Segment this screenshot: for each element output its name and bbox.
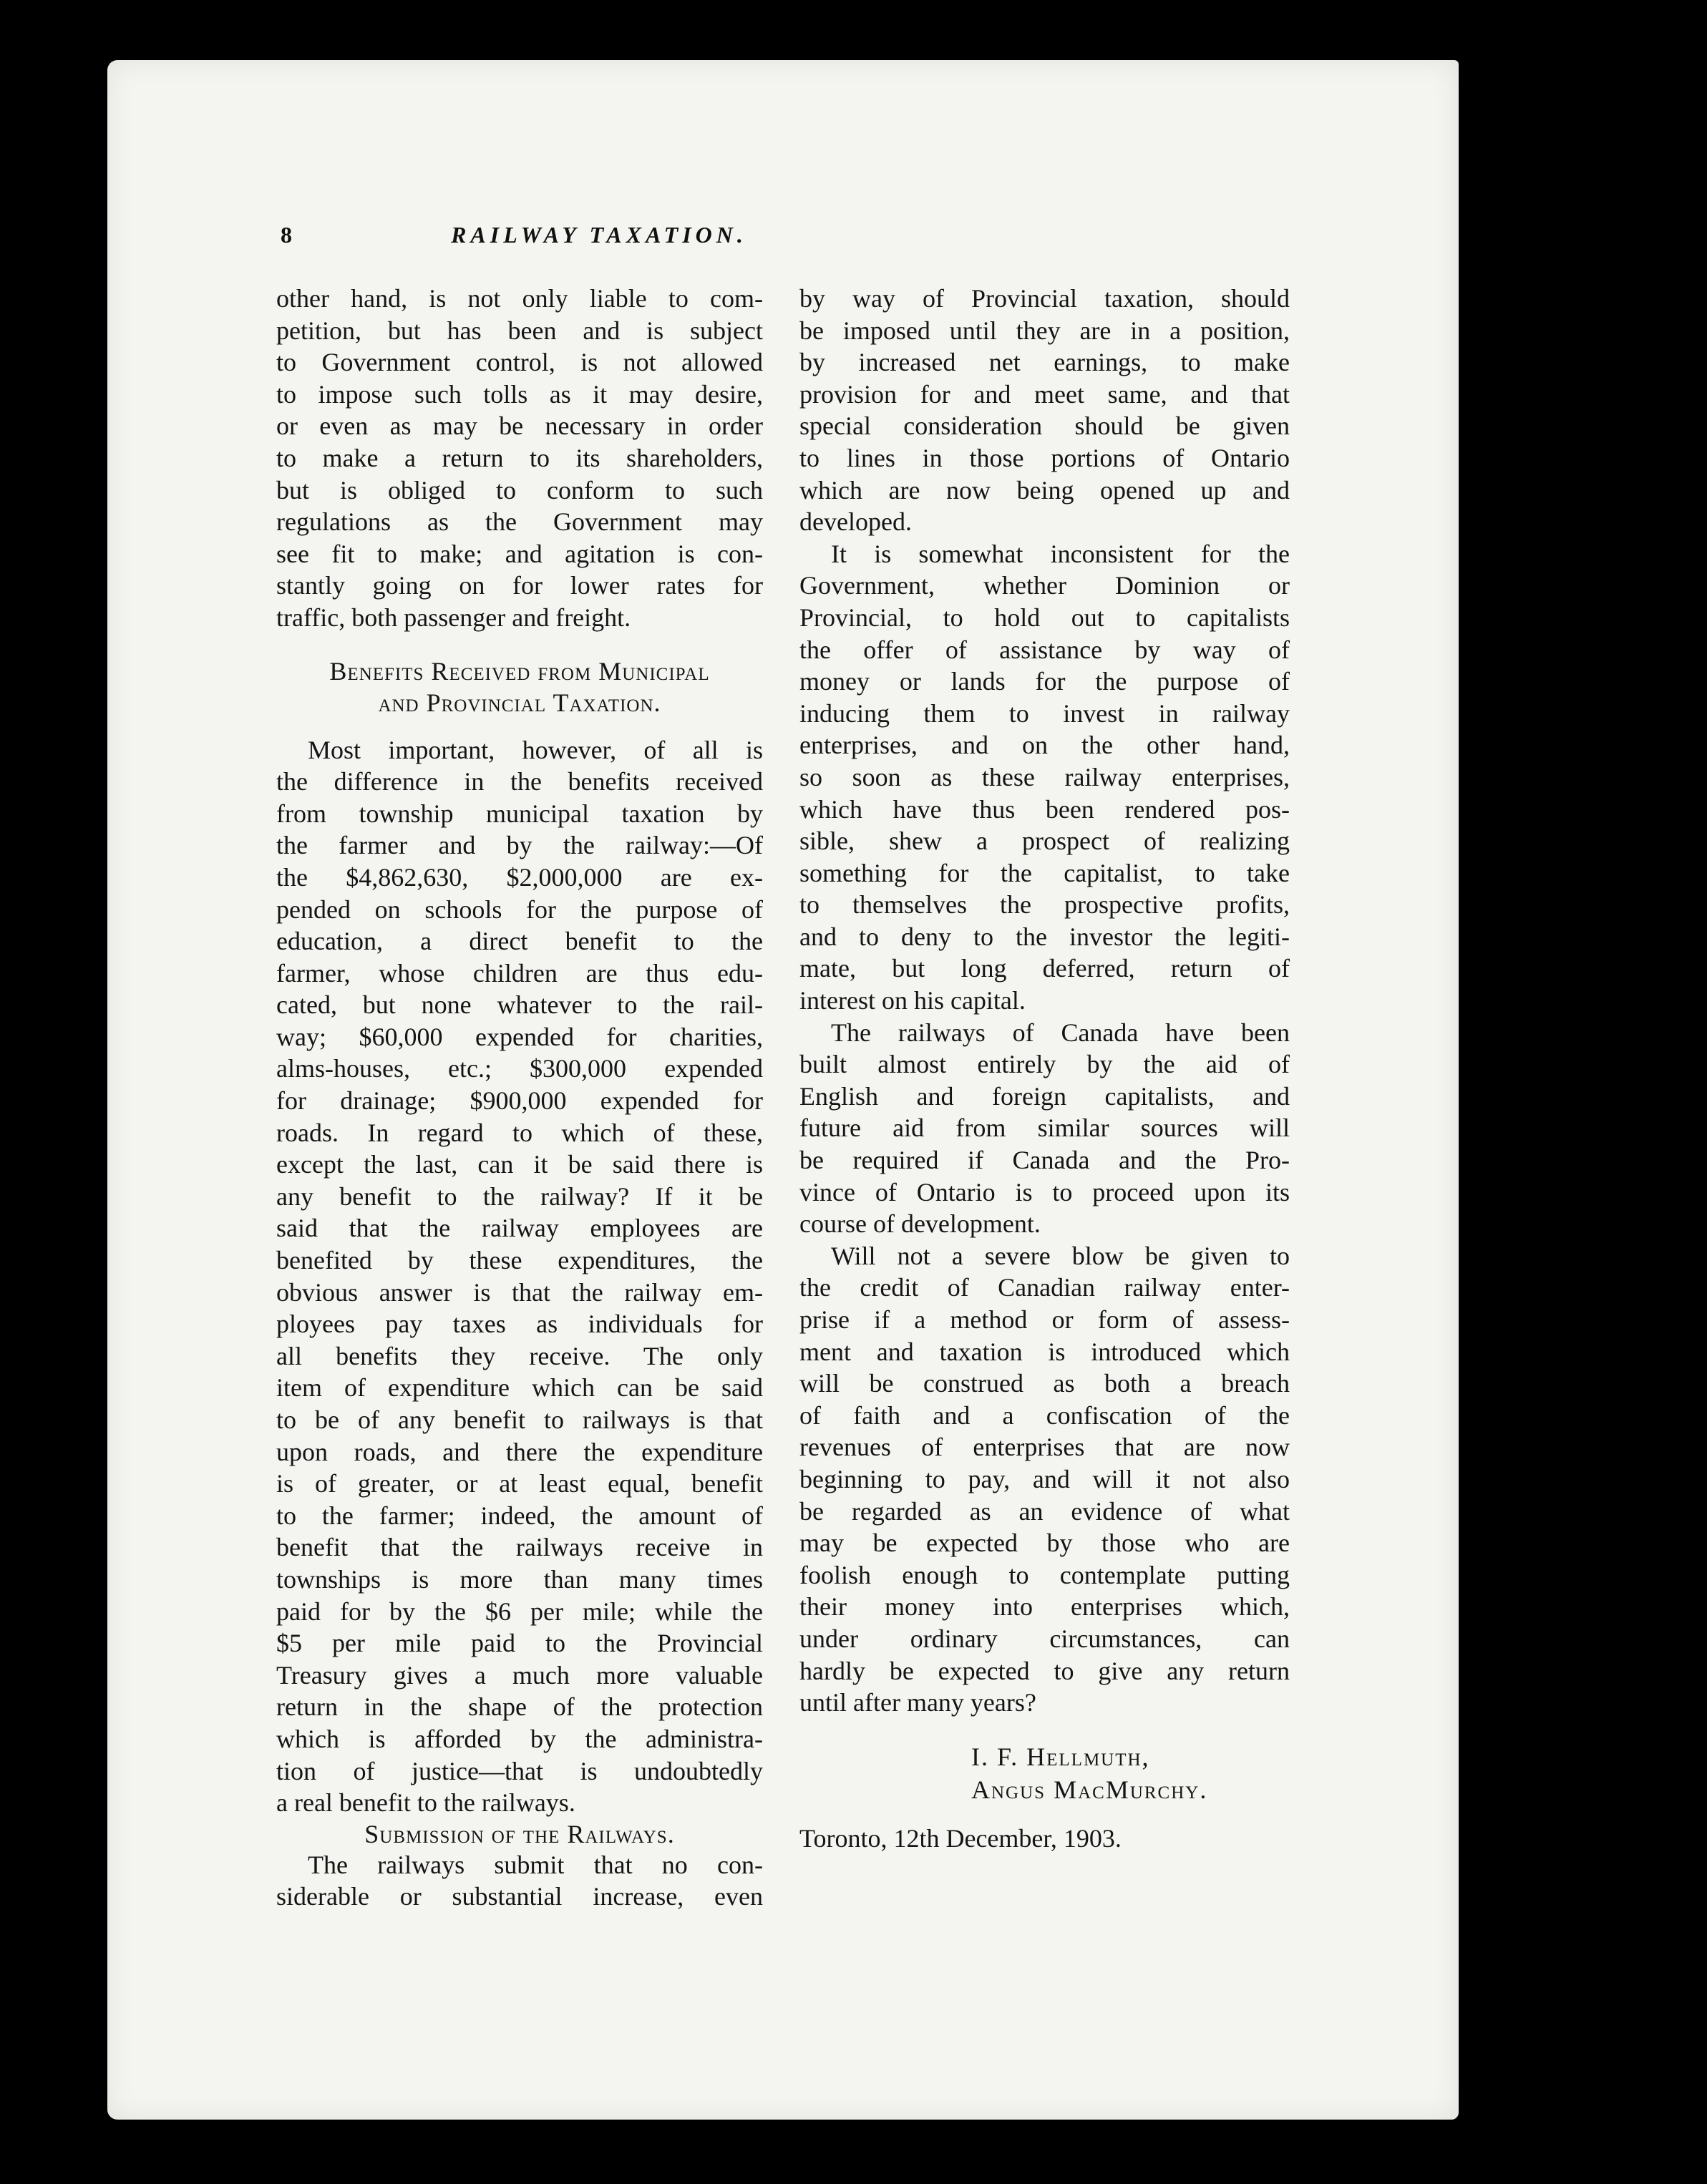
text-line: farmer, whose children are thus edu- (276, 958, 763, 988)
text-line: which have thus been rendered pos- (799, 794, 1290, 824)
text-line: ment and taxation is introduced which (799, 1337, 1290, 1366)
text-line: to themselves the prospective profits, (799, 890, 1290, 920)
text-line: the offer of assistance by way of (799, 635, 1290, 664)
text-line: the $4,862,630, $2,000,000 are ex- (276, 862, 763, 892)
text-line: interest on his capital. (799, 986, 1026, 1015)
text-line: except the last, can it be said there is (276, 1150, 763, 1179)
text-line: hardly be expected to give any return (799, 1656, 1290, 1685)
text-line: other hand, is not only liable to com- (276, 284, 763, 313)
text-line: provision for and meet same, and that (799, 379, 1290, 409)
text-line: be imposed until they are in a position, (799, 316, 1290, 345)
text-line: The railways of Canada have been (831, 1018, 1290, 1047)
left-column (276, 283, 763, 1913)
text-line: tion of justice—that is undoubtedly (276, 1756, 763, 1785)
text-line: education, a direct benefit to the (276, 927, 763, 956)
text-line: inducing them to invest in railway (799, 698, 1290, 728)
text-line: regulations as the Government may (276, 507, 763, 537)
text-line: by increased net earnings, to make (799, 348, 1290, 377)
text-line: stantly going on for lower rates for (276, 571, 763, 600)
text-line: Most important, however, of all is (308, 735, 763, 764)
text-line: townships is more than many times (276, 1564, 763, 1594)
text-line: sible, shew a prospect of realizing (799, 827, 1290, 856)
paragraph (276, 283, 763, 634)
text-line: or even as may be necessary in order (276, 411, 763, 441)
page-number: 8 (281, 222, 292, 248)
paragraph (276, 1849, 763, 1913)
text-line: the difference in the benefits received (276, 767, 763, 796)
text-line: return in the shape of the protection (276, 1692, 763, 1722)
text-line: Treasury gives a much more valuable (276, 1660, 763, 1690)
text-line: and to deny to the investor the legiti- (799, 922, 1290, 951)
text-line: built almost entirely by the aid of (799, 1050, 1290, 1079)
text-line: beginning to pay, and will it not also (799, 1464, 1290, 1493)
text-line: to make a return to its shareholders, (276, 443, 763, 472)
text-line: money or lands for the purpose of (799, 667, 1290, 696)
text-line: see fit to make; and agitation is con- (276, 539, 763, 568)
signature-name: I. F. Hellmuth, (971, 1742, 1150, 1771)
paragraph (276, 734, 763, 1819)
page-header (281, 222, 918, 256)
text-line: be required if Canada and the Pro- (799, 1146, 1290, 1175)
text-line: petition, but has been and is subject (276, 316, 763, 345)
place-date: Toronto, 12th December, 1903. (799, 1823, 1122, 1853)
text-line: to Government control, is not allowed (276, 348, 763, 377)
text-line: all benefits they receive. The only (276, 1341, 763, 1370)
text-line: so soon as these railway enterprises, (799, 762, 1290, 791)
text-line: The railways submit that no con- (308, 1850, 763, 1879)
paragraph (799, 538, 1290, 1017)
paragraph (799, 1240, 1290, 1719)
text-line: special consideration should be given (799, 411, 1290, 441)
paragraph (799, 283, 1290, 538)
text-line: vince of Ontario is to proceed upon its (799, 1177, 1290, 1206)
text-line: may be expected by those who are (799, 1529, 1290, 1558)
text-line: any benefit to the railway? If it be (276, 1181, 763, 1211)
text-line: $5 per mile paid to the Provincial (276, 1629, 763, 1658)
text-line: course of development. (799, 1209, 1041, 1239)
text-line: developed. (799, 507, 912, 537)
running-title: RAILWAY TAXATION. (451, 222, 747, 248)
text-line: until after many years? (799, 1688, 1036, 1717)
text-line: which is afforded by the administra- (276, 1724, 763, 1753)
text-line: pended on schools for the purpose of (276, 894, 763, 924)
text-line: Provincial, to hold out to capitalists (799, 603, 1290, 632)
text-line: to the farmer; indeed, the amount of (276, 1501, 763, 1530)
text-line: mate, but long deferred, return of (799, 954, 1290, 983)
text-line: obvious answer is that the railway em- (276, 1277, 763, 1307)
text-line: siderable or substantial increase, even (276, 1882, 763, 1911)
text-line: but is obliged to conform to such (276, 475, 763, 504)
text-line: benefited by these expenditures, the (276, 1246, 763, 1275)
text-line: to impose such tolls as it may desire, (276, 379, 763, 409)
text-line: will be construed as both a breach (799, 1369, 1290, 1398)
text-line: foolish enough to contemplate putting (799, 1560, 1290, 1589)
text-line: the farmer and by the railway:—Of (276, 831, 763, 860)
text-line: item of expenditure which can be said (276, 1373, 763, 1403)
text-line: to be of any benefit to railways is that (276, 1405, 763, 1434)
text-line: be regarded as an evidence of what (799, 1496, 1290, 1526)
text-line: which are now being opened up and (799, 475, 1290, 504)
right-column (799, 283, 1290, 1855)
text-line: is of greater, or at least equal, benefit (276, 1469, 763, 1498)
text-line: roads. In regard to which of these, (276, 1118, 763, 1147)
text-line: English and foreign capitalists, and (799, 1081, 1290, 1111)
signature-name: Angus MacMurchy. (971, 1775, 1208, 1804)
text-line: ployees pay taxes as individuals for (276, 1310, 763, 1339)
text-line: said that the railway employees are (276, 1214, 763, 1243)
text-line: to lines in those portions of Ontario (799, 443, 1290, 472)
text-line: the credit of Canadian railway enter- (799, 1273, 1290, 1302)
text-line: a real benefit to the railways. (276, 1788, 575, 1818)
text-line: cated, but none whatever to the rail- (276, 990, 763, 1020)
paragraph (799, 1017, 1290, 1240)
text-line: upon roads, and there the expenditure (276, 1437, 763, 1466)
text-line: by way of Provincial taxation, should (799, 284, 1290, 313)
text-line: way; $60,000 expended for charities, (276, 1022, 763, 1051)
text-line: benefit that the railways receive in (276, 1533, 763, 1562)
text-line: under ordinary circumstances, can (799, 1624, 1290, 1653)
text-line: their money into enterprises which, (799, 1592, 1290, 1622)
text-line: traffic, both passenger and freight. (276, 603, 631, 632)
text-line: revenues of enterprises that are now (799, 1433, 1290, 1462)
text-line: paid for by the $6 per mile; while the (276, 1596, 763, 1626)
text-line: future aid from similar sources will (799, 1113, 1290, 1143)
text-line: It is somewhat inconsistent for the (831, 539, 1290, 568)
text-line: enterprises, and on the other hand, (799, 731, 1290, 760)
section-heading: Benefits Received from Municipal (329, 656, 710, 686)
text-line: Will not a severe blow be given to (831, 1241, 1290, 1270)
section-heading: and Provincial Taxation. (378, 688, 661, 717)
section-heading: Submission of the Railways. (364, 1819, 675, 1848)
text-line: alms-houses, etc.; $300,000 expended (276, 1054, 763, 1083)
text-line: of faith and a confiscation of the (799, 1400, 1290, 1430)
text-line: prise if a method or form of assess- (799, 1305, 1290, 1334)
text-line: from township municipal taxation by (276, 799, 763, 828)
text-line: Government, whether Dominion or (799, 571, 1290, 600)
text-line: for drainage; $900,000 expended for (276, 1086, 763, 1116)
text-line: something for the capitalist, to take (799, 858, 1290, 887)
